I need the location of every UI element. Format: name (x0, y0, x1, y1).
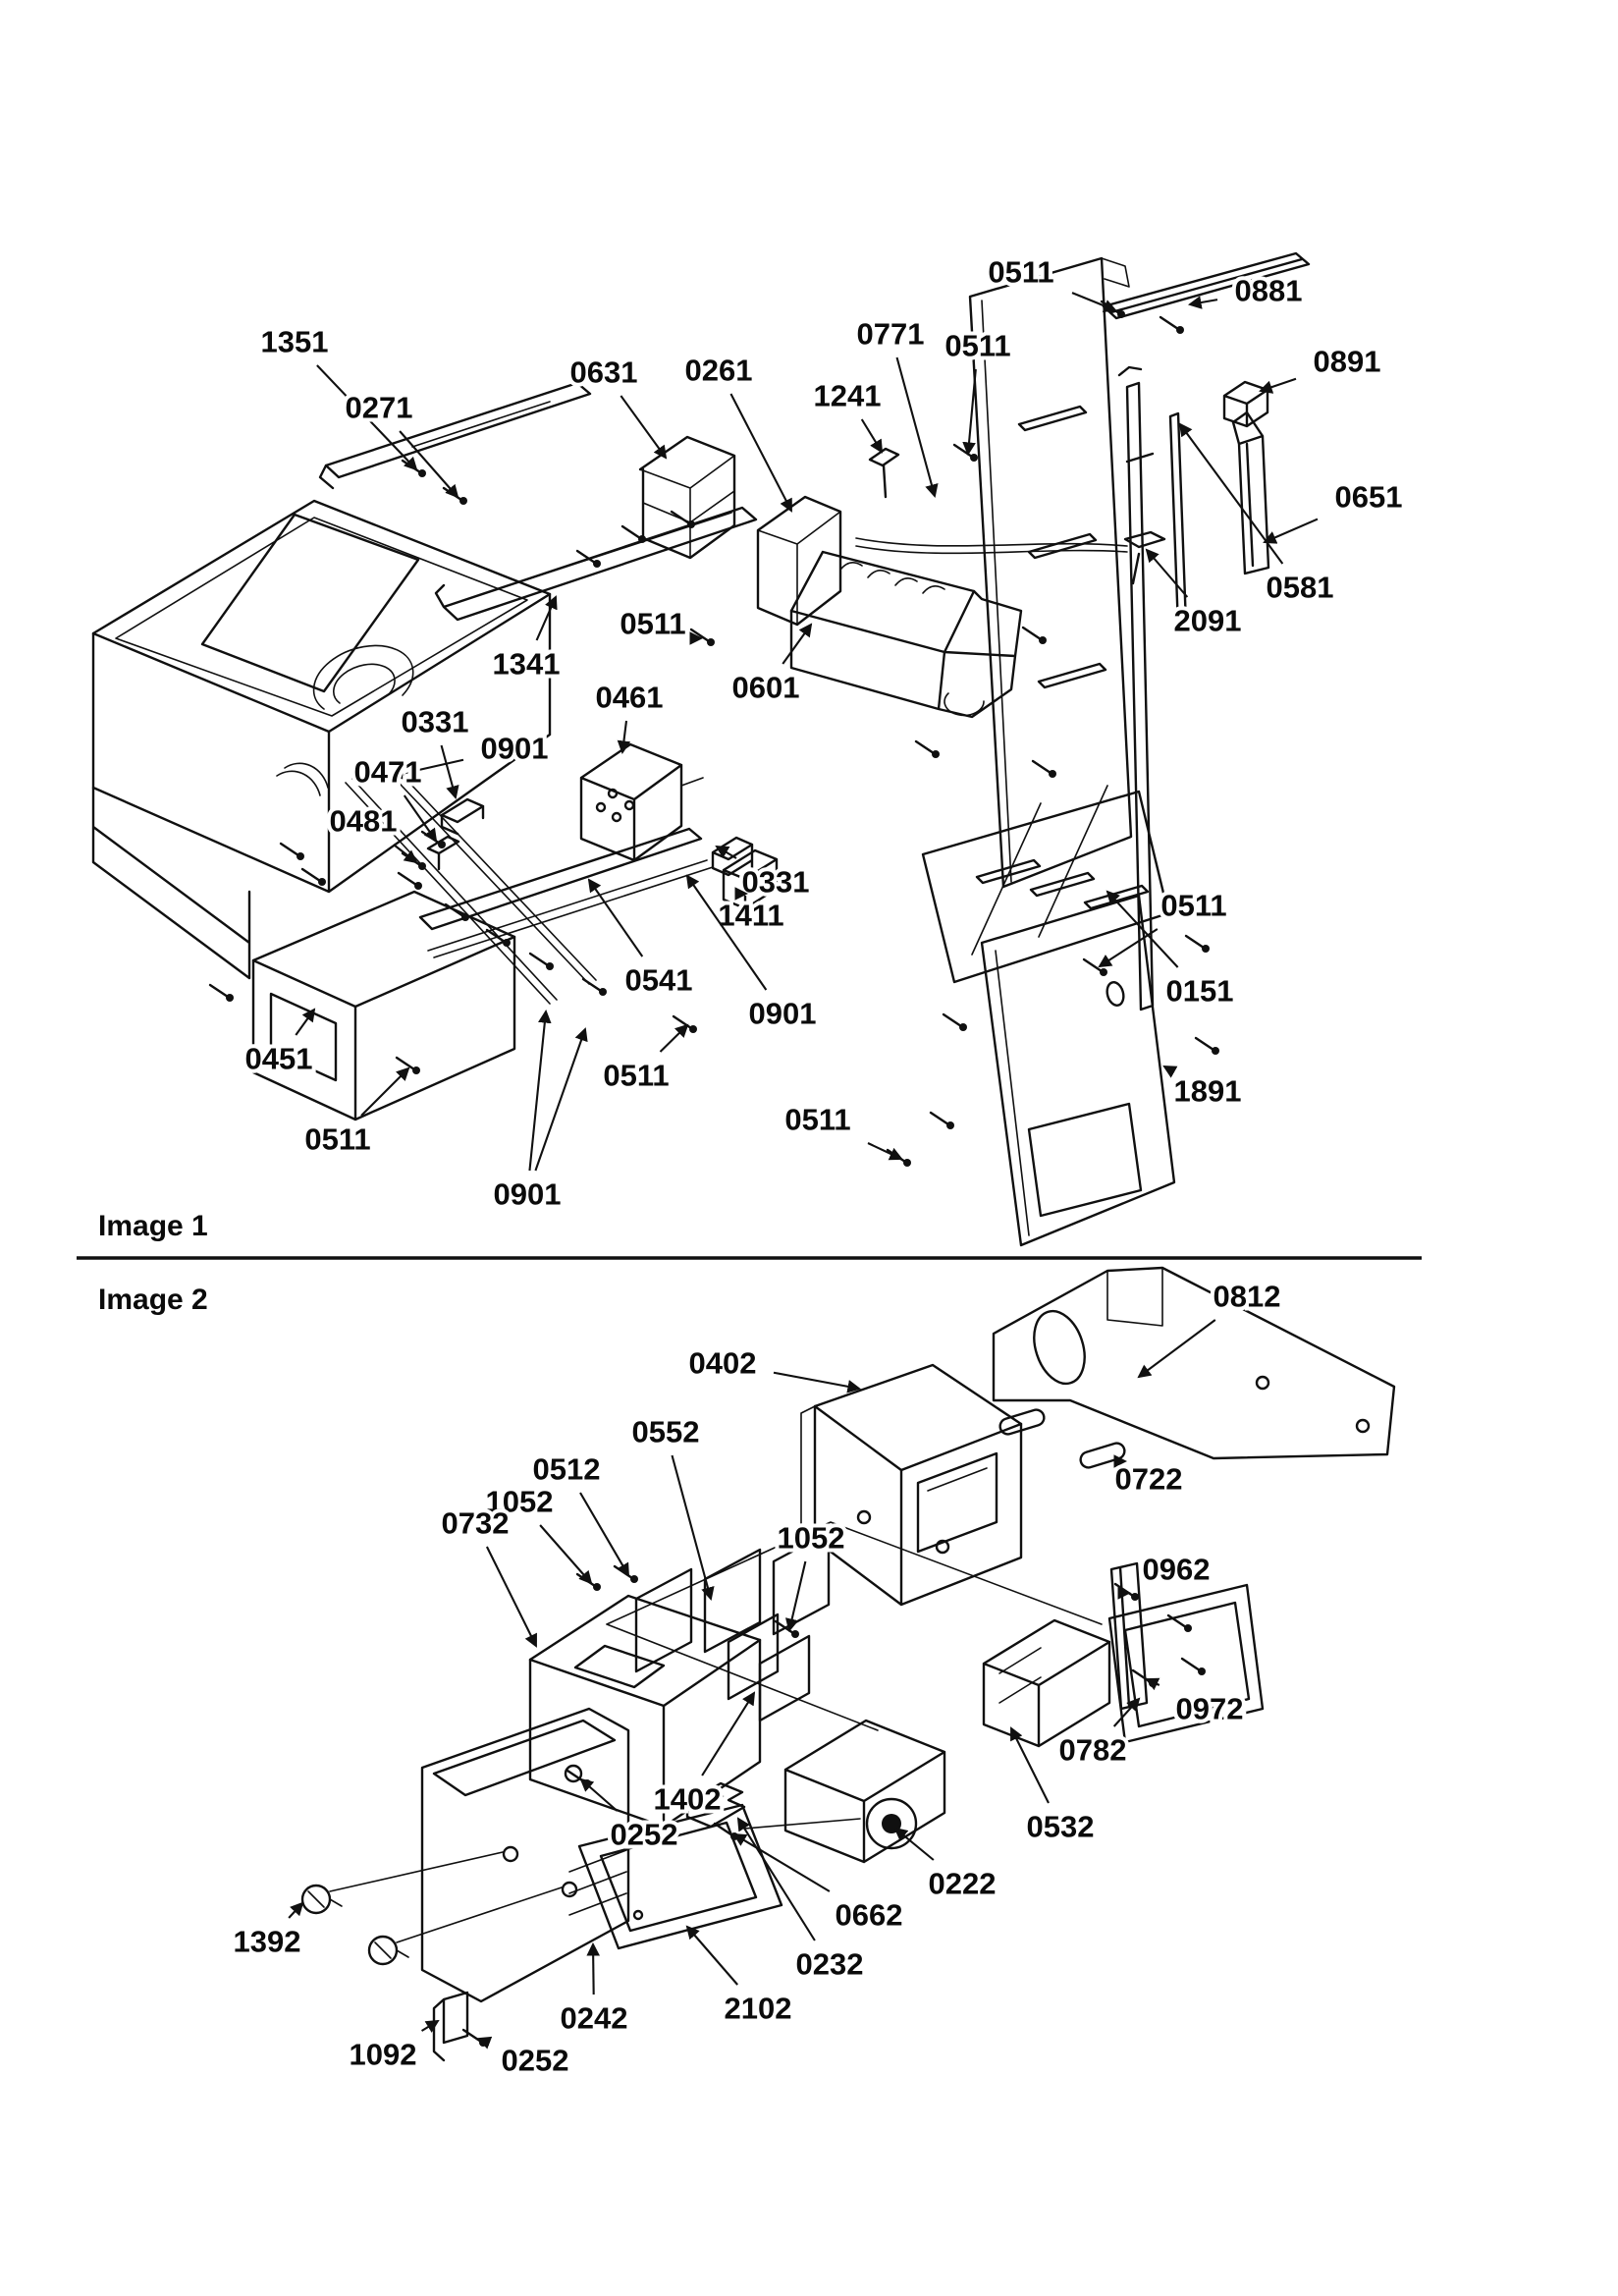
line-art (1019, 407, 1106, 687)
leader-line (620, 396, 666, 458)
line-art (840, 563, 944, 593)
callout-0151: 0151 (1165, 973, 1234, 1009)
callout-0771: 0771 (856, 316, 925, 352)
line-art (858, 1511, 870, 1523)
leader-line (581, 1779, 618, 1811)
callout-0962: 0962 (1142, 1552, 1211, 1587)
callout-0271: 0271 (345, 390, 413, 425)
screw-icon (530, 954, 554, 970)
callout-2091: 2091 (1173, 603, 1242, 638)
leader-line (782, 625, 811, 664)
leader-line (1147, 550, 1187, 597)
screw-icon (944, 1014, 967, 1031)
line-art (785, 1721, 944, 1862)
leader-line (687, 1927, 737, 1985)
line-art (994, 1268, 1394, 1458)
line-art (563, 1883, 576, 1896)
part-spacer-block (1224, 382, 1267, 426)
callout-0481: 0481 (329, 803, 398, 839)
screw-icon (1033, 761, 1056, 778)
callout-0511: 0511 (784, 1102, 851, 1137)
part-clip (434, 1993, 467, 2060)
line-art (791, 552, 974, 652)
part-side-trim (1233, 412, 1268, 574)
line-art (944, 693, 984, 715)
screw-icon (931, 1113, 954, 1129)
line-art (569, 1850, 626, 1915)
line-art (1029, 1104, 1141, 1216)
callout-0261: 0261 (684, 353, 753, 388)
callout-1392: 1392 (233, 1924, 301, 1959)
leader-line (535, 1029, 585, 1171)
callout-0512: 0512 (532, 1451, 601, 1487)
line-art (758, 497, 840, 625)
line-art (442, 799, 483, 834)
callout-0232: 0232 (795, 1946, 864, 1982)
line-art (428, 860, 713, 957)
line-art (1357, 1420, 1369, 1432)
part-front-cover (422, 1709, 628, 2001)
part-air-deflector (923, 786, 1168, 982)
callout-0662: 0662 (835, 1897, 903, 1933)
line-art (815, 1365, 1021, 1470)
screw-icon (1186, 936, 1210, 953)
screw-icon (397, 1058, 420, 1074)
line-art (93, 501, 550, 732)
line-art (308, 1891, 342, 1907)
leader-line (660, 1025, 687, 1052)
line-art (253, 892, 514, 1007)
leader-line (1265, 519, 1318, 542)
callout-0511: 0511 (1160, 888, 1227, 923)
leader-line (897, 357, 935, 496)
callout-0532: 0532 (1026, 1809, 1095, 1844)
line-art (202, 515, 418, 691)
screw-icon (463, 2030, 487, 2047)
callout-0402: 0402 (688, 1345, 757, 1381)
leader-line (789, 1561, 805, 1630)
callout-0511: 0511 (944, 328, 1011, 363)
line-art (744, 1819, 860, 1829)
callout-0451: 0451 (244, 1041, 313, 1076)
callout-0901: 0901 (493, 1176, 562, 1212)
leader-line (442, 745, 456, 797)
leader-line (1180, 424, 1282, 564)
callout-0471: 0471 (353, 754, 422, 790)
part-evaporator-cover (982, 896, 1174, 1245)
leader-line (774, 1373, 859, 1389)
leader-line (422, 2021, 438, 2031)
line-art (634, 1911, 642, 1919)
leader-line (730, 394, 791, 511)
callout-0732: 0732 (441, 1505, 510, 1541)
callout-1052: 1052 (485, 1484, 554, 1519)
leader-line (1164, 1066, 1166, 1067)
callout-0601: 0601 (731, 670, 800, 705)
line-art (856, 538, 1127, 553)
screw-icon (954, 445, 978, 462)
callout-0972: 0972 (1175, 1691, 1244, 1726)
screw-icon (302, 869, 326, 886)
screw-icon (715, 1824, 738, 1840)
callout-0901: 0901 (748, 996, 817, 1031)
leader-line (1139, 1320, 1215, 1377)
callout-0651: 0651 (1334, 479, 1403, 515)
leader-line (868, 1143, 901, 1159)
callout-1351: 1351 (260, 324, 329, 359)
section-1-title: Image 1 (98, 1210, 208, 1242)
leader-line (537, 597, 556, 640)
line-art (999, 1648, 1041, 1703)
part-mounting-bracket (994, 1268, 1394, 1458)
part-duct (984, 1620, 1109, 1746)
line-art (93, 788, 249, 978)
screw-icon (916, 741, 940, 758)
leader-line (702, 1693, 754, 1776)
part-control-box (530, 1596, 760, 1827)
callout-1402: 1402 (653, 1781, 722, 1817)
part-control-housing (253, 892, 514, 1120)
part-hinge-plates (728, 1614, 809, 1721)
screw-icon (1182, 1659, 1206, 1675)
line-art (330, 1852, 562, 1942)
screw-icon (1115, 1584, 1139, 1601)
callout-0541: 0541 (624, 962, 693, 998)
line-art (758, 512, 840, 625)
leader-line (1114, 1699, 1139, 1726)
screw-icon (1023, 628, 1047, 644)
leader-line (589, 880, 642, 957)
callout-1891: 1891 (1173, 1073, 1242, 1109)
screw-icon (577, 551, 601, 568)
line-art (923, 792, 1168, 982)
leader-line (1261, 379, 1296, 391)
screw-icon (1160, 317, 1184, 334)
callout-0901: 0901 (480, 731, 549, 766)
part-knobs (302, 1852, 562, 1964)
line-art (972, 786, 1107, 955)
callout-1411: 1411 (718, 898, 784, 933)
callout-0331: 0331 (741, 864, 810, 900)
line-art (681, 778, 703, 786)
screw-icon (210, 985, 234, 1002)
leader-line (1190, 300, 1217, 304)
callout-0722: 0722 (1114, 1461, 1183, 1497)
line-art (1105, 980, 1126, 1007)
line-art (422, 1709, 628, 2001)
line-art (984, 1620, 1109, 1746)
callout-0511: 0511 (304, 1121, 371, 1157)
callout-0331: 0331 (401, 704, 469, 739)
callout-0812: 0812 (1213, 1279, 1281, 1314)
screw-icon (281, 844, 304, 860)
callout-1341: 1341 (492, 646, 561, 682)
line-art (625, 801, 633, 809)
callout-0242: 0242 (560, 2000, 628, 2036)
callout-0782: 0782 (1058, 1732, 1127, 1768)
screw-icon (577, 1574, 601, 1591)
leader-line (593, 1944, 594, 1995)
line-art (375, 1942, 408, 1958)
line-art (277, 763, 328, 795)
part-fill-cup (870, 449, 898, 497)
callout-0252: 0252 (501, 2043, 569, 2078)
section-2-title: Image 2 (98, 1284, 208, 1316)
screw-icon (674, 1016, 697, 1033)
callout-0511: 0511 (988, 254, 1054, 290)
callout-0891: 0891 (1313, 344, 1381, 379)
screw-icon (1196, 1038, 1219, 1055)
leader-line (289, 1903, 302, 1918)
callout-0511: 0511 (603, 1058, 670, 1093)
part-spacer-pins (998, 1408, 1127, 1470)
screw-icon (691, 629, 715, 646)
line-art (613, 813, 620, 821)
screw-icon (444, 488, 467, 505)
leader-line (540, 1525, 591, 1583)
part-pin (1170, 413, 1186, 628)
section-image-1-art (93, 253, 1309, 1245)
part-motor (581, 744, 703, 860)
leader-line (862, 419, 882, 452)
line-art (530, 1596, 760, 1706)
line-art (982, 896, 1174, 1245)
line-art (640, 437, 734, 558)
line-art (1107, 1268, 1162, 1326)
part-evap-hood (801, 1365, 1021, 1605)
screw-icon (776, 1621, 799, 1638)
callout-0252: 0252 (610, 1817, 678, 1852)
callout-1052: 1052 (777, 1520, 845, 1556)
screw-icon (672, 512, 695, 528)
callout-0461: 0461 (595, 680, 664, 715)
line-art (597, 803, 605, 811)
callout-2102: 2102 (724, 1991, 792, 2026)
screw-icon (403, 461, 426, 477)
screw-icon (399, 873, 422, 890)
callout-1092: 1092 (349, 2037, 417, 2072)
callout-0222: 0222 (928, 1866, 997, 1901)
callout-0581: 0581 (1266, 570, 1334, 605)
line-art (1257, 1377, 1268, 1389)
leader-line (361, 1068, 408, 1116)
line-art (504, 1847, 517, 1861)
callout-0631: 0631 (569, 355, 638, 390)
part-damper-housing (744, 1721, 944, 1862)
leader-line (580, 1493, 628, 1575)
part-support-channel (640, 437, 734, 558)
callout-1241: 1241 (813, 378, 882, 413)
callout-0511: 0511 (620, 606, 686, 641)
leader-line (487, 1547, 536, 1646)
leader-line (1011, 1728, 1049, 1803)
line-art (412, 402, 550, 447)
screw-icon (583, 979, 607, 996)
screw-icon (1168, 1615, 1192, 1632)
callout-0881: 0881 (1234, 273, 1303, 308)
callout-0552: 0552 (631, 1414, 700, 1449)
leader-line (968, 369, 976, 454)
line-art (636, 1569, 691, 1671)
screw-icon (1084, 959, 1107, 976)
leader-line (1072, 293, 1115, 310)
part-back-panel (607, 1522, 1102, 1730)
leader-line (296, 1010, 314, 1035)
line-art (1025, 1304, 1093, 1390)
screw-icon (615, 1566, 638, 1583)
